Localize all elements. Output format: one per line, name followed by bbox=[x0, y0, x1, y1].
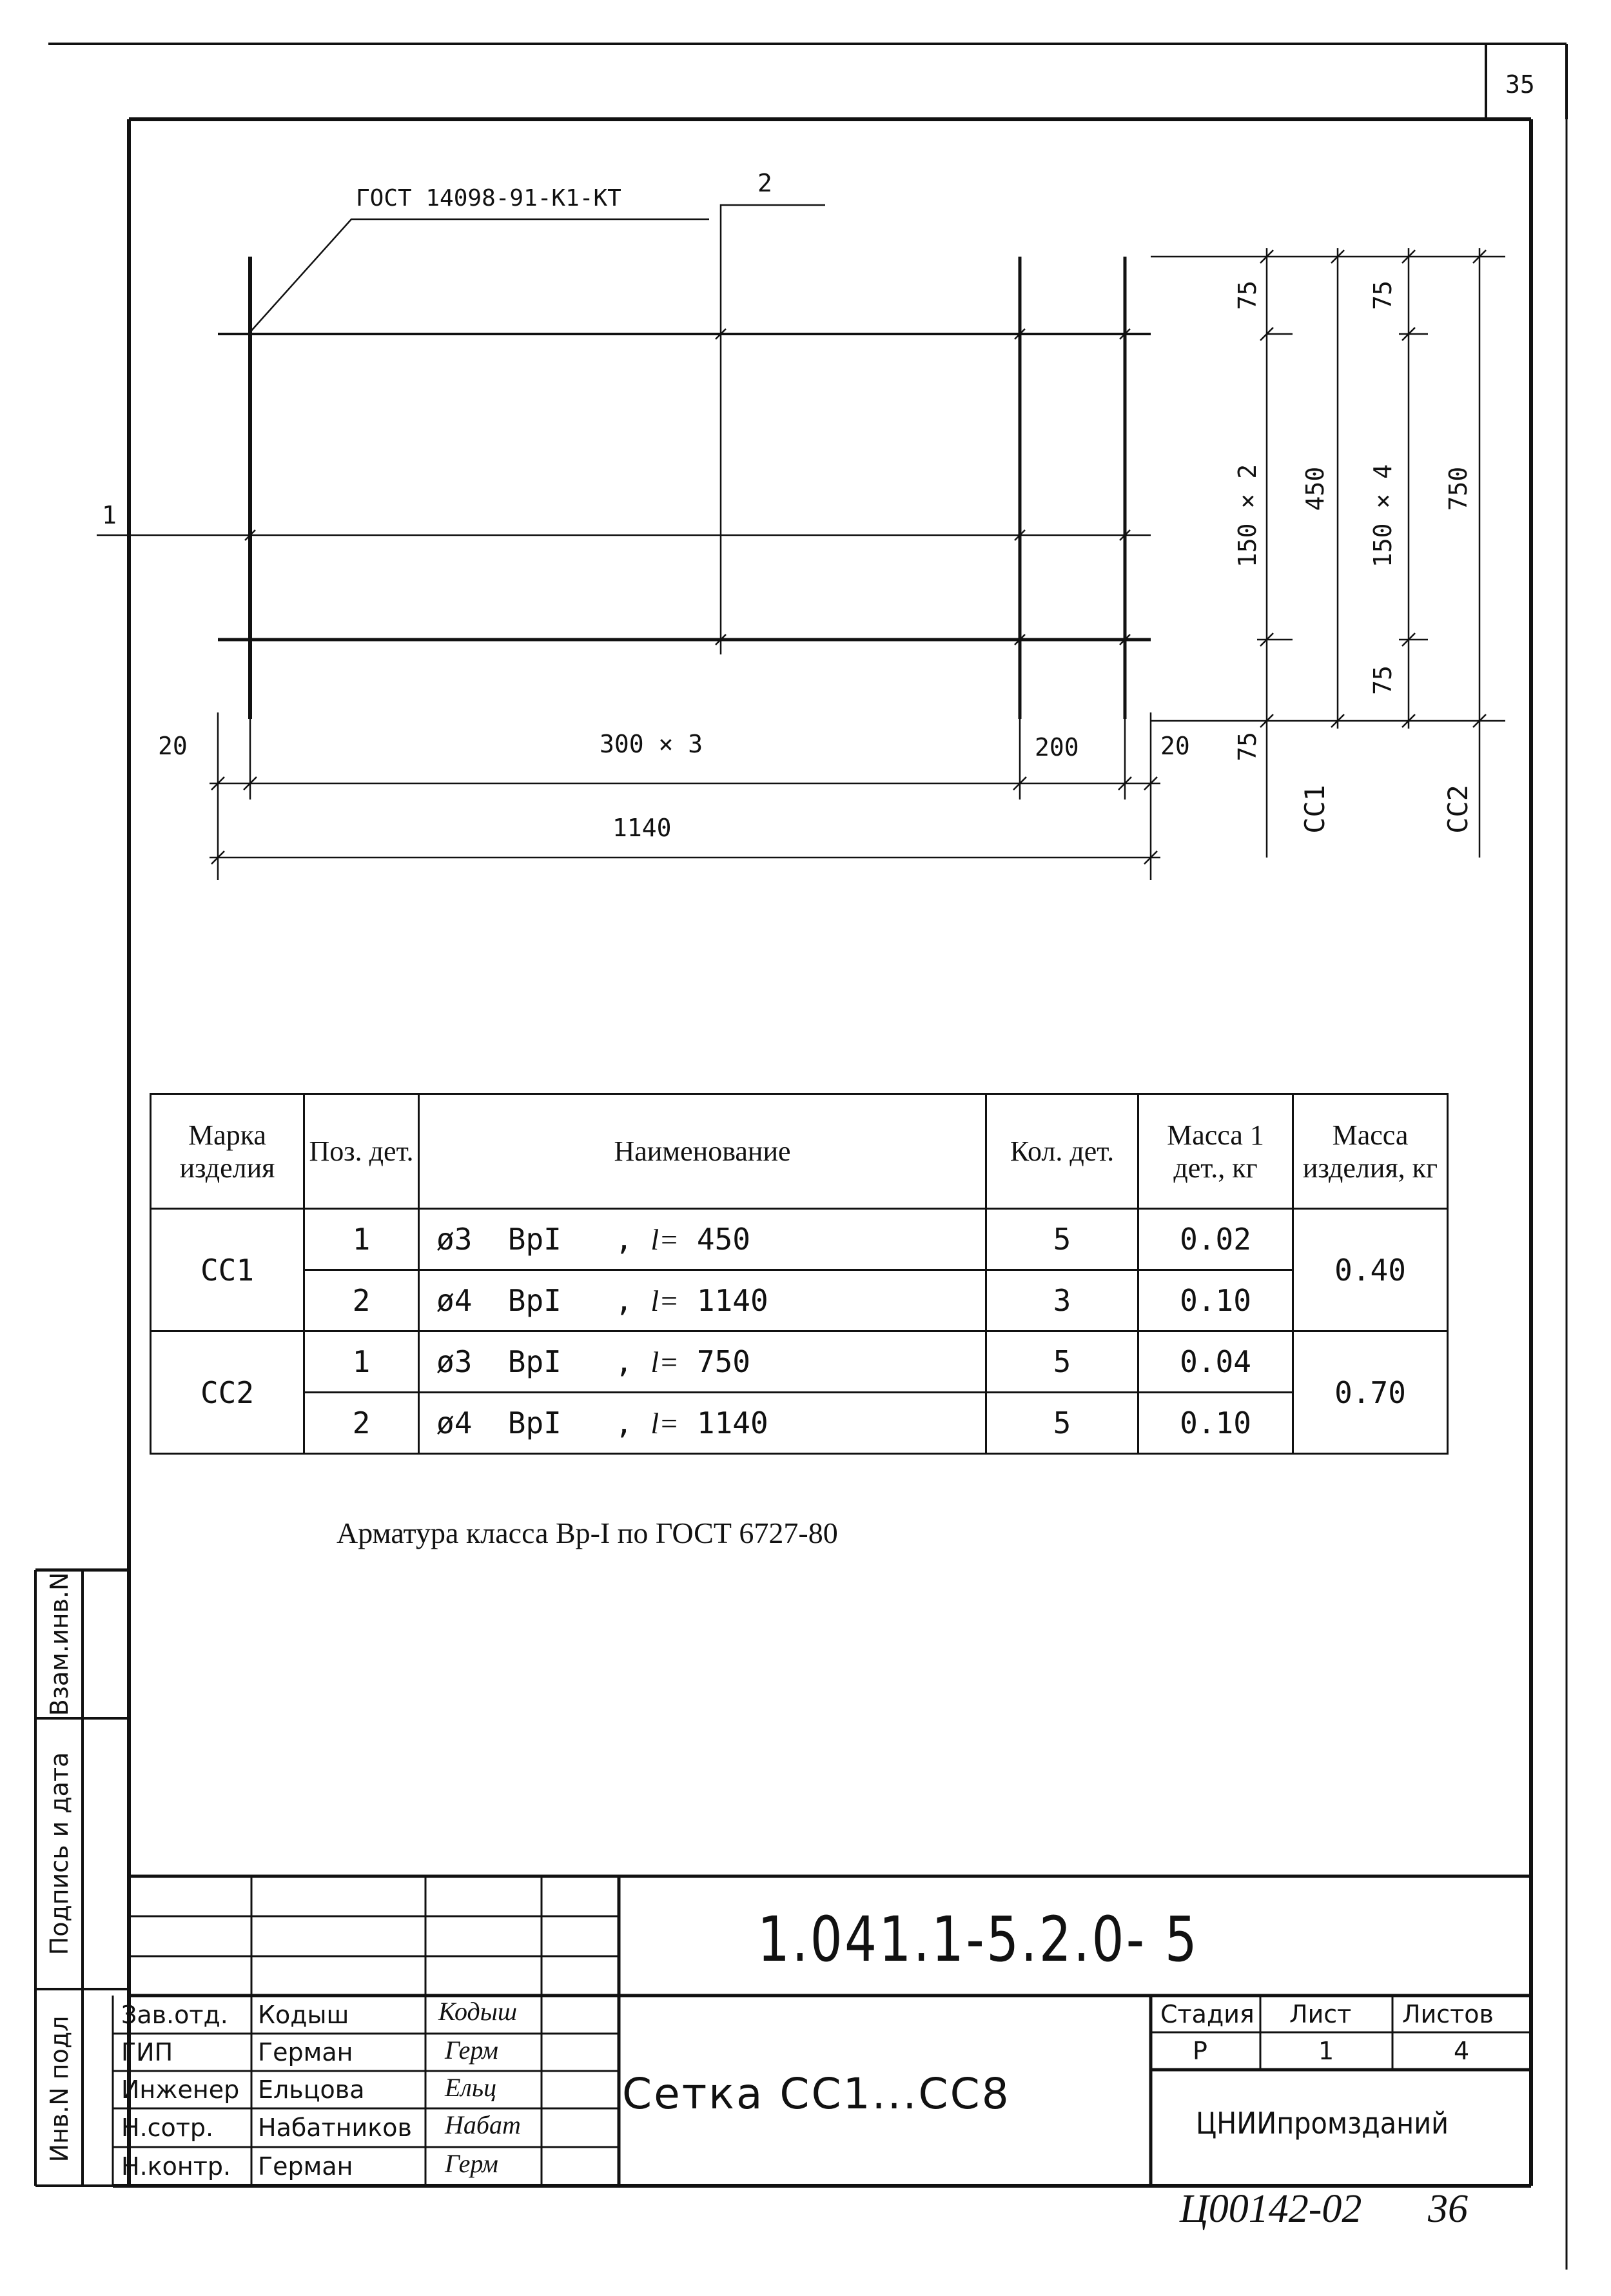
stage-header: Стадия bbox=[1160, 2000, 1255, 2028]
cell-name: ø3 ВрI , l= 750 bbox=[419, 1331, 986, 1393]
header-qty: Кол. дет. bbox=[986, 1094, 1138, 1209]
cc1-dim-bottom: 75 bbox=[1233, 732, 1262, 761]
cc1-label: СС1 bbox=[1299, 785, 1331, 834]
header-pos: Поз. дет. bbox=[304, 1094, 419, 1209]
signature: Герм bbox=[445, 2149, 498, 2178]
cell-mark: СС2 bbox=[151, 1331, 304, 1454]
cell-mass-one: 0.10 bbox=[1138, 1270, 1293, 1331]
role-label: Инженер bbox=[121, 2075, 240, 2104]
stamp-inv-orig: Инв.N подл bbox=[45, 2016, 73, 2163]
header-mass-item: Масса изделия, кг bbox=[1293, 1094, 1448, 1209]
stamp-replace-inv: Взам.инв.N bbox=[45, 1572, 73, 1716]
signature: Набат bbox=[445, 2110, 521, 2139]
cc2-dim-overall: 750 bbox=[1444, 466, 1472, 511]
page-number-top: 35 bbox=[1505, 70, 1535, 99]
reinforcement-note: Арматура класса Вр-I по ГОСТ 6727-80 bbox=[337, 1516, 838, 1549]
dim-overall-length: 1140 bbox=[612, 814, 672, 842]
person-name: Кодыш bbox=[258, 2001, 349, 2029]
header-mark: Марка изделия bbox=[151, 1094, 304, 1209]
cc1-dim-spacing: 150 × 2 bbox=[1233, 464, 1262, 568]
role-label: Зав.отд. bbox=[121, 2001, 228, 2029]
person-name: Герман bbox=[258, 2038, 353, 2066]
role-label: Н.сотр. bbox=[121, 2114, 214, 2142]
cc1-dim-top: 75 bbox=[1233, 280, 1262, 310]
sheet-header: Лист bbox=[1289, 2000, 1352, 2028]
role-label: Н.контр. bbox=[121, 2152, 231, 2181]
signature: Кодыш bbox=[438, 1997, 518, 2026]
cell-mark: СС1 bbox=[151, 1209, 304, 1331]
cell-qty: 3 bbox=[986, 1270, 1138, 1331]
position-1-label: 1 bbox=[102, 501, 117, 529]
dim-last-span: 200 bbox=[1035, 733, 1079, 761]
cc2-dim-top: 75 bbox=[1369, 280, 1397, 310]
document-code: 1.041.1-5.2.0- 5 bbox=[757, 1903, 1200, 1976]
cell-name: ø4 ВрI , l= 1140 bbox=[419, 1270, 986, 1331]
cell-mass-one: 0.04 bbox=[1138, 1331, 1293, 1393]
cell-mass-one: 0.10 bbox=[1138, 1393, 1293, 1454]
cell-mass-one: 0.02 bbox=[1138, 1209, 1293, 1270]
header-name: Наименование bbox=[419, 1094, 986, 1209]
cell-pos: 1 bbox=[304, 1209, 419, 1270]
cell-name: ø3 ВрI , l= 450 bbox=[419, 1209, 986, 1270]
cell-pos: 2 bbox=[304, 1393, 419, 1454]
organization-name: ЦНИИпромзданий bbox=[1196, 2106, 1449, 2141]
sheet-value: 1 bbox=[1318, 2037, 1334, 2065]
weld-note: ГОСТ 14098-91-К1-КТ bbox=[356, 185, 621, 211]
cell-name: ø4 ВрI , l= 1140 bbox=[419, 1393, 986, 1454]
dim-spacing: 300 × 3 bbox=[600, 730, 703, 758]
header-mass-one: Масса 1 дет., кг bbox=[1138, 1094, 1293, 1209]
cell-mass-item: 0.40 bbox=[1293, 1209, 1448, 1331]
cc2-dim-spacing: 150 × 4 bbox=[1369, 464, 1397, 568]
document-title: Сетка СС1...СС8 bbox=[622, 2069, 1011, 2119]
position-2-label: 2 bbox=[757, 169, 772, 197]
cc2-label: СС2 bbox=[1442, 785, 1474, 834]
archive-code: Ц00142-02 bbox=[1180, 2187, 1362, 2231]
cell-pos: 1 bbox=[304, 1331, 419, 1393]
signature: Ельц bbox=[445, 2073, 497, 2102]
role-label: ГИП bbox=[121, 2038, 173, 2066]
dim-right-edge: 20 bbox=[1160, 732, 1190, 760]
dim-left-edge: 20 bbox=[158, 732, 188, 760]
cell-qty: 5 bbox=[986, 1393, 1138, 1454]
cell-mass-item: 0.70 bbox=[1293, 1331, 1448, 1454]
signature: Герм bbox=[445, 2036, 498, 2065]
cc1-dim-overall: 450 bbox=[1301, 466, 1329, 511]
cell-qty: 5 bbox=[986, 1209, 1138, 1270]
cell-qty: 5 bbox=[986, 1331, 1138, 1393]
person-name: Ельцова bbox=[258, 2075, 365, 2104]
stage-value: Р bbox=[1193, 2037, 1207, 2065]
stamp-sign-date: Подпись и дата bbox=[45, 1752, 73, 1956]
person-name: Герман bbox=[258, 2152, 353, 2181]
cc2-dim-bottom: 75 bbox=[1369, 665, 1397, 695]
sheets-value: 4 bbox=[1454, 2037, 1470, 2065]
page-number-bottom: 36 bbox=[1428, 2187, 1468, 2231]
cell-pos: 2 bbox=[304, 1270, 419, 1331]
person-name: Набатников bbox=[258, 2114, 412, 2142]
sheets-header: Листов bbox=[1402, 2000, 1494, 2028]
